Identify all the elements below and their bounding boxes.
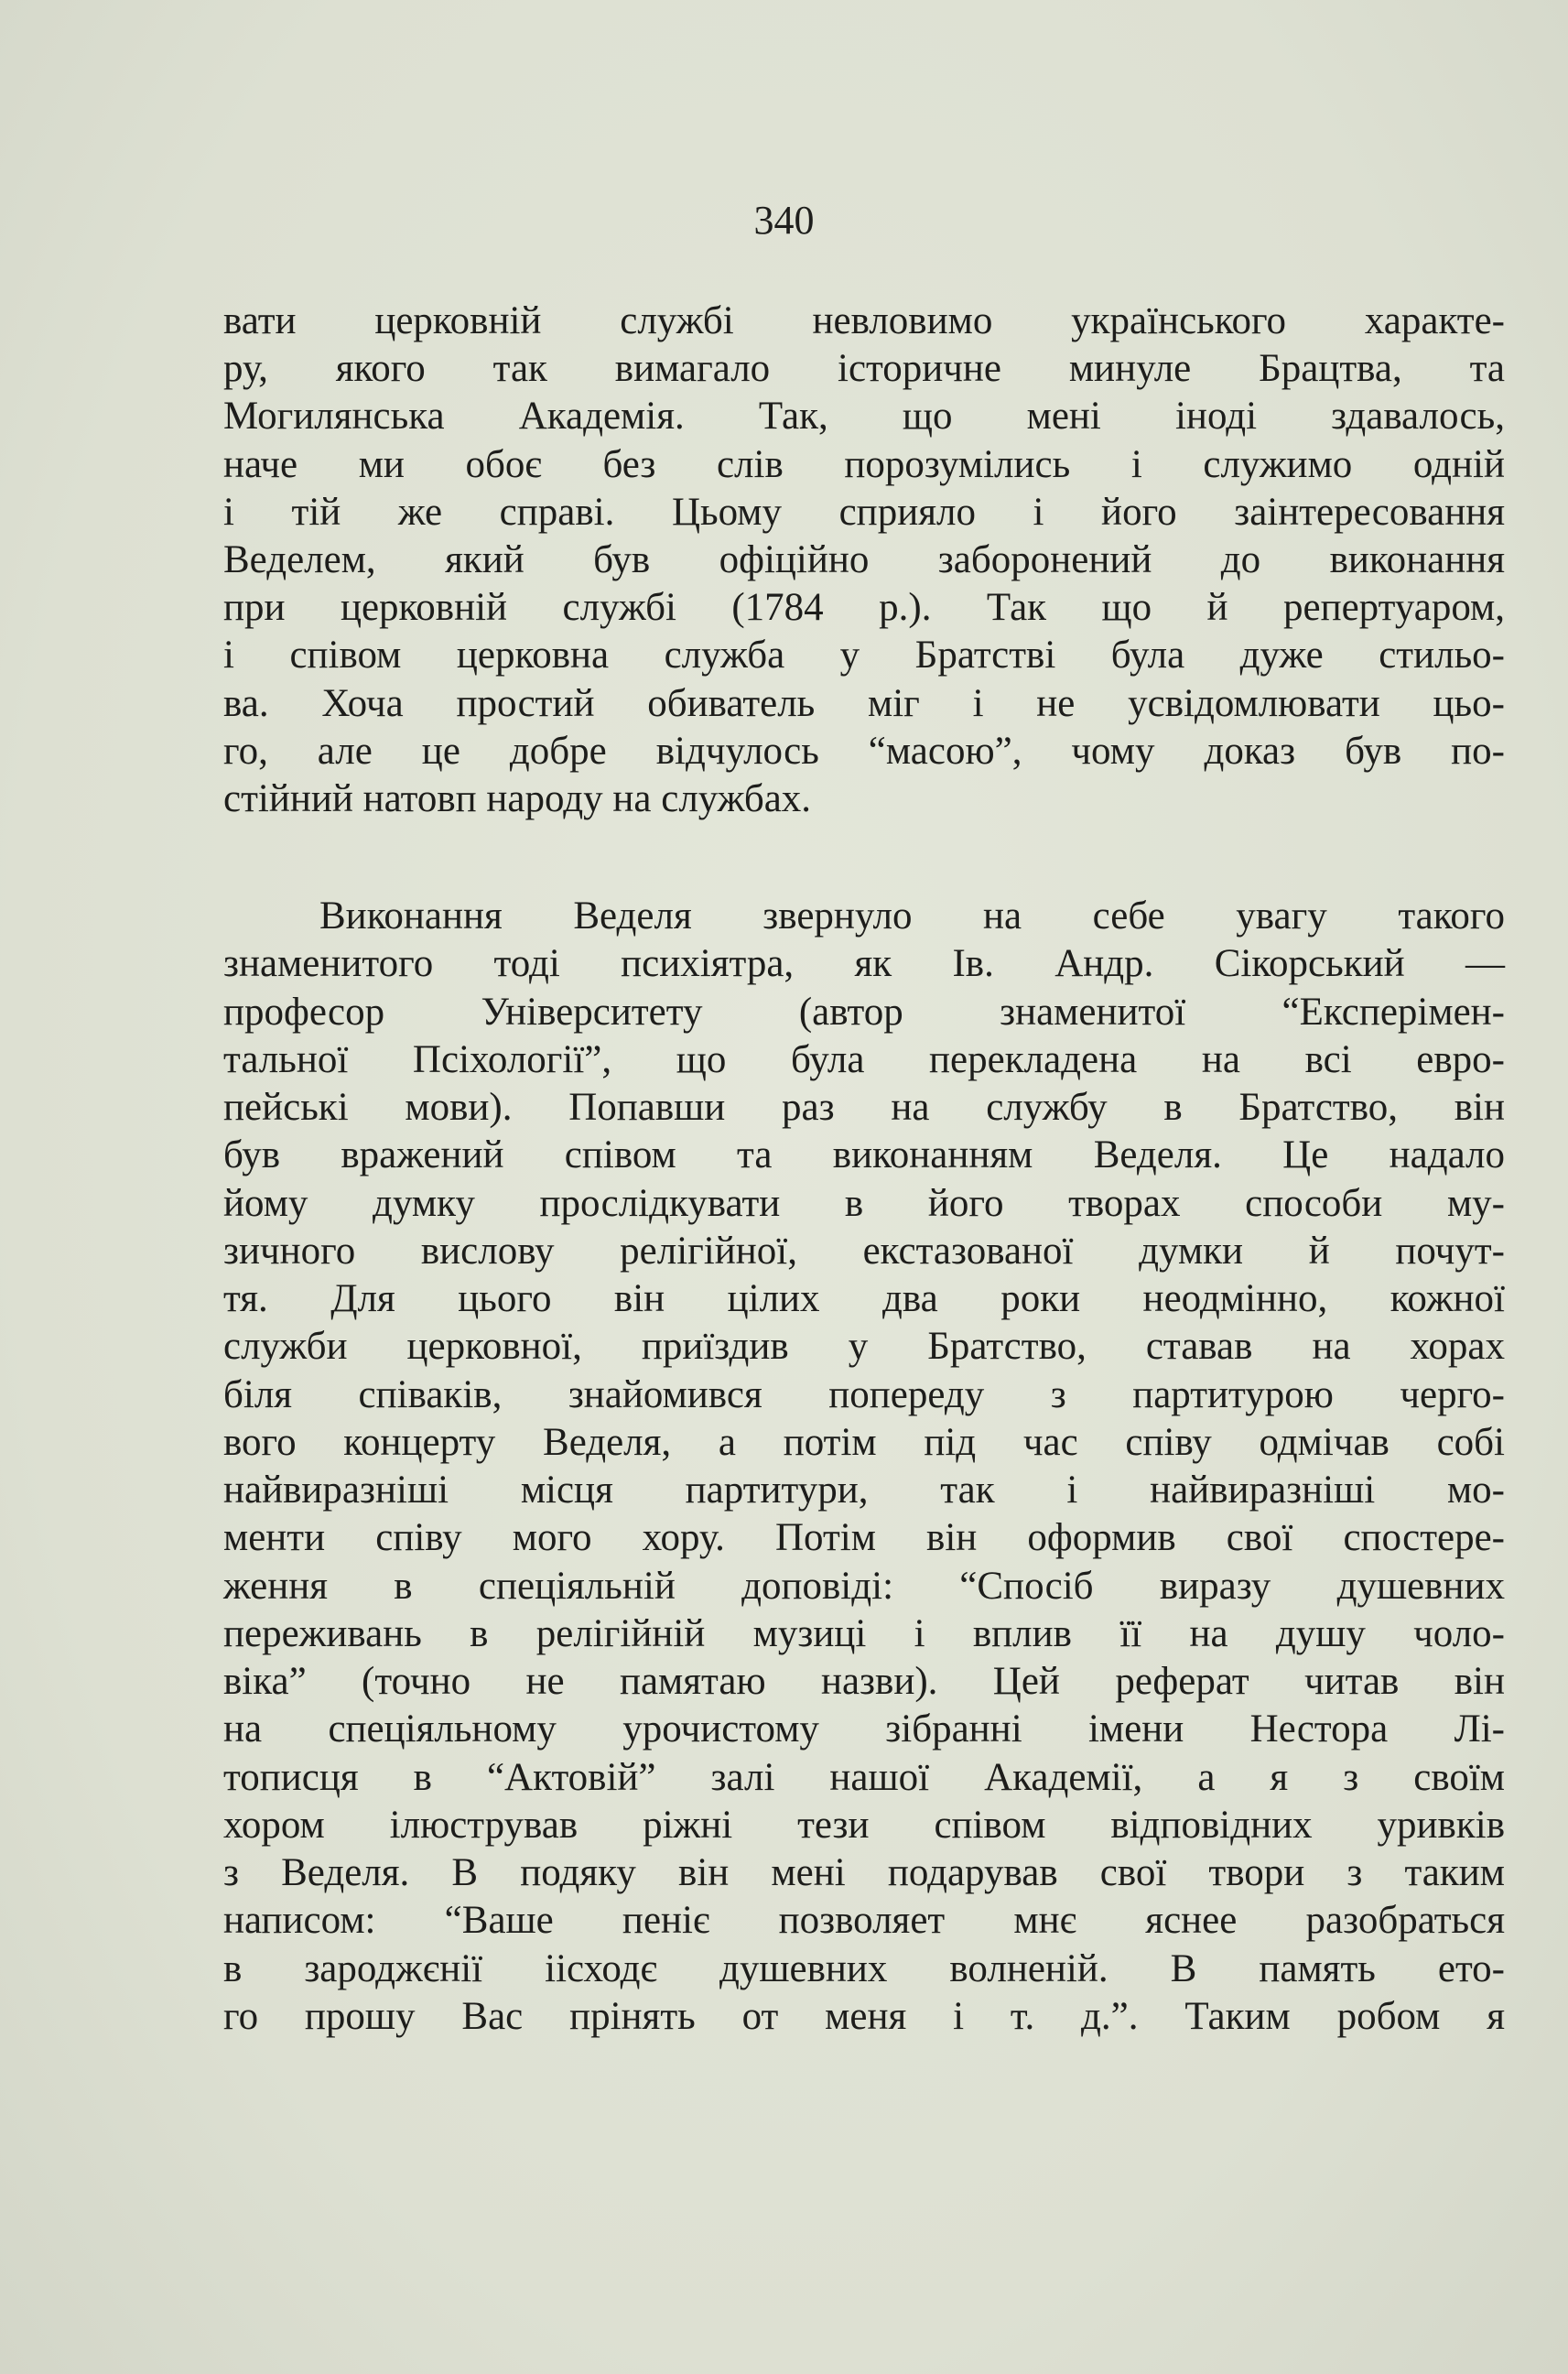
paragraph-1 <box>223 298 1505 823</box>
text-line: ру, якого так вимагало історичне минуле Брацтва, та <box>223 347 1505 391</box>
text-line: зичного вислову релігійної, екстазованої думки й почут- <box>223 1229 1505 1273</box>
text-line: професор Університету (автор знаменитої “Експерімен- <box>223 990 1505 1034</box>
text-line: віка” (точно не памятаю назви). Цей реферат читав він <box>223 1660 1505 1703</box>
text-line: стійний натовп народу на службах. <box>223 776 812 820</box>
text-line: написом: “Ваше пеніє позволяет мнє яснее разобраться <box>223 1899 1505 1943</box>
text-line: біля співаків, знайомився попереду з партитурою черго- <box>223 1372 1505 1416</box>
text-line: тальної Псіхології”, що була перекладена на всі евро- <box>223 1037 1505 1081</box>
text-line: ження в спеціяльній доповіді: “Спосіб виразу душевних <box>223 1564 1505 1608</box>
text-line: і співом церковна служба у Братстві була дуже стильо- <box>223 634 1505 678</box>
text-line: хором ілюстрував ріжні тези співом відповідних уривків <box>223 1803 1505 1847</box>
page-number: 340 <box>753 198 815 243</box>
text-line: в зароджєнії іісходє душевних волненій. В память ето- <box>223 1946 1505 1990</box>
text-line: йому думку прослідкувати в його творах способи му- <box>223 1181 1505 1225</box>
text-line: тя. Для цього він цілих два роки неодмінно, кожної <box>223 1277 1505 1320</box>
text-line: ва. Хоча простий обиватель міг і не усвідомлювати цьо- <box>223 681 1505 725</box>
text-line: був вражений співом та виконанням Веделя. Це надало <box>223 1133 1505 1177</box>
text-line: і тій же справі. Цьому сприяло і його заінтересовання <box>223 490 1505 534</box>
text-line: найвиразніші місця партитури, так і найвиразніші мо- <box>223 1469 1505 1512</box>
text-line: переживань в релігійній музиці і вплив її на душу чоло- <box>223 1611 1505 1655</box>
text-line: менти співу мого хору. Потім він оформив свої спостере- <box>223 1516 1505 1560</box>
text-line: служби церковної, приїздив у Братство, ставав на хорах <box>223 1325 1505 1369</box>
text-line: на спеціяльному урочистому зібранні імени Нестора Лі- <box>223 1707 1505 1751</box>
text-line: го прошу Вас прінять от меня і т. д.”. Таким робом я <box>223 1994 1505 2038</box>
text-line: наче ми обоє без слів порозумілись і служимо одній <box>223 442 1505 486</box>
text-line: вати церковній службі невловимо українського характе- <box>223 299 1505 342</box>
text-line: го, але це добре відчулось “масою”, чому доказ був по- <box>223 729 1505 773</box>
text-line: при церковній службі (1784 р.). Так що й репертуаром, <box>223 586 1505 630</box>
text-line: Могилянська Академія. Так, що мені іноді здавалось, <box>223 395 1505 439</box>
text-line: знаменитого тоді психіятра, як Ів. Андр. Сікорський — <box>223 942 1505 986</box>
text-line: пейські мови). Попавши раз на службу в Братство, він <box>223 1086 1505 1129</box>
text-line: тописця в “Актовій” залі нашої Академії, а я з своїм <box>223 1755 1505 1799</box>
text-line: з Веделя. В подяку він мені подарував свої твори з таким <box>223 1851 1505 1894</box>
text-line: Виконання Веделя звернуло на себе увагу такого <box>319 894 1505 938</box>
text-line: вого концерту Веделя, а потім під час співу одмічав собі <box>223 1420 1505 1464</box>
paragraph-2 <box>223 893 1505 2041</box>
text-line: Веделем, який був офіційно заборонений до виконання <box>223 537 1505 581</box>
